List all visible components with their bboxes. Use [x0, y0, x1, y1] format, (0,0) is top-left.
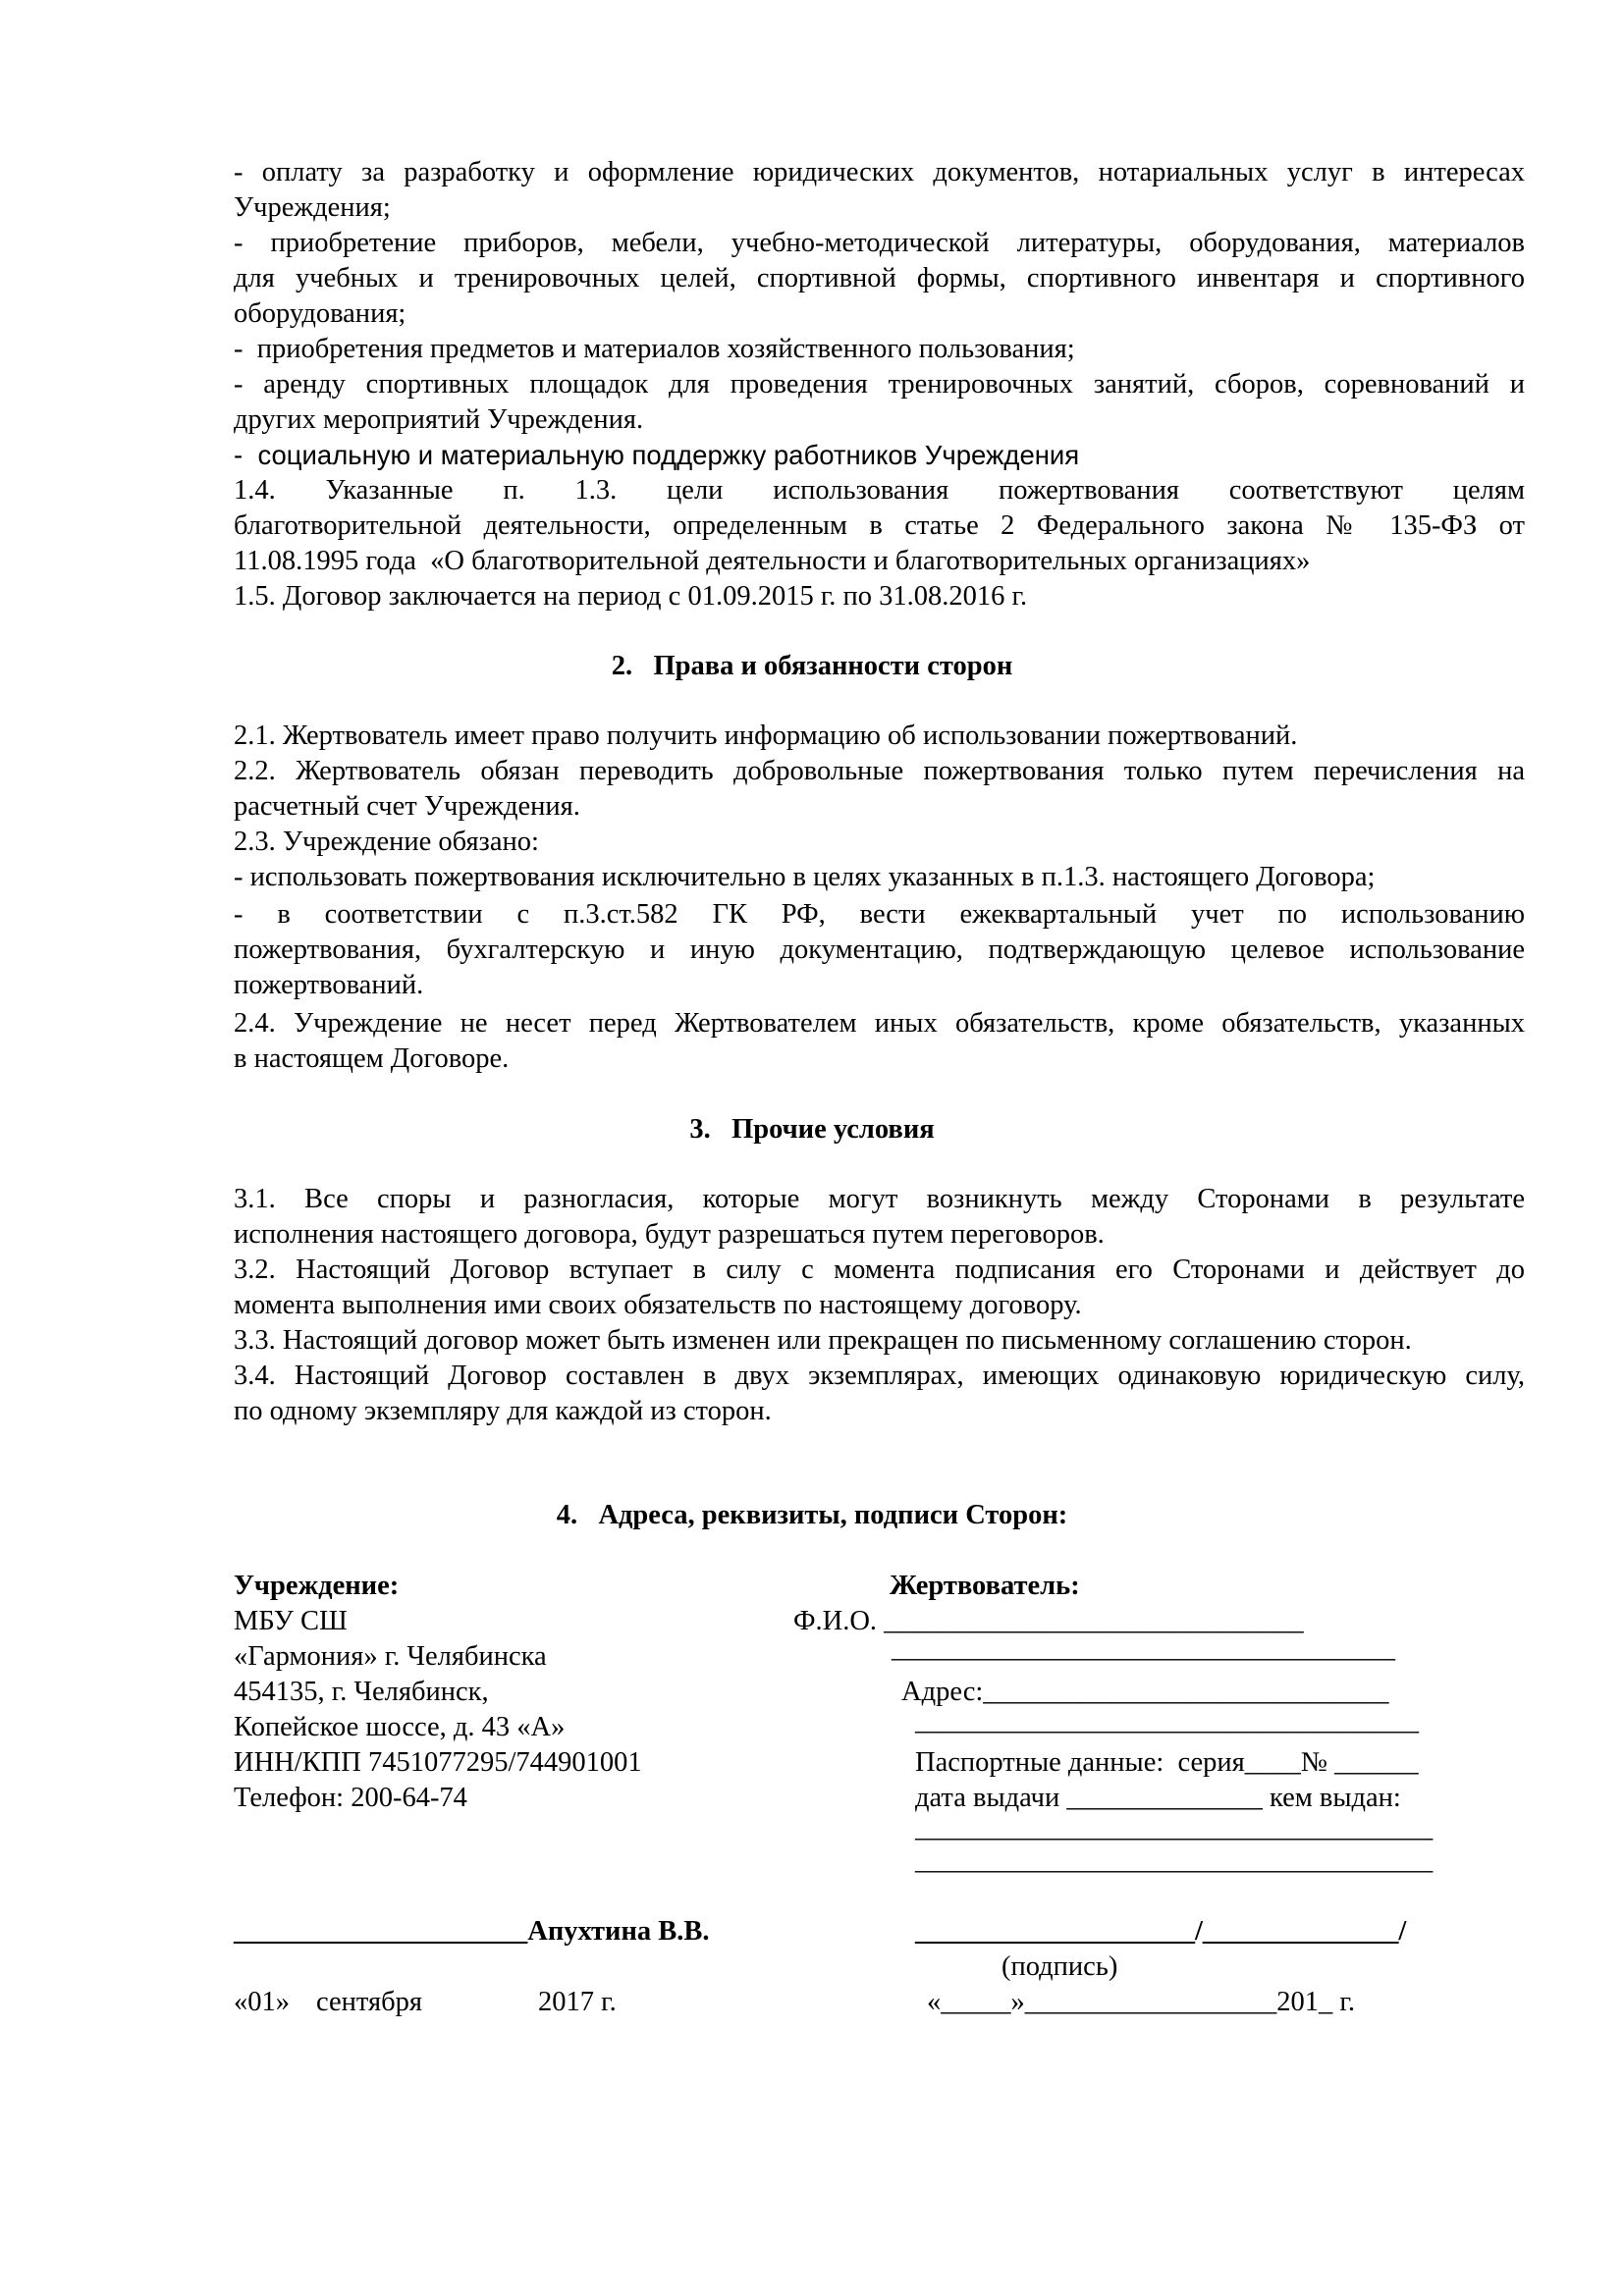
paragraph-line: других мероприятий Учреждения. [234, 404, 644, 435]
donor-fio-line: ____________________________________ [892, 1633, 1395, 1664]
paragraph-line: 2.4. Учреждение не несет перед Жертвователем иных обязательств, кроме обязательств, указанных [234, 1008, 1525, 1039]
donor-title: Жертвователь: [890, 1571, 1080, 1601]
paragraph-line: - оплату за разработку и оформление юридических документов, нотариальных услуг в интересах [234, 157, 1525, 187]
paragraph-line: 3.3. Настоящий договор может быть изменен или прекращен по письменному соглашению сторон. [234, 1325, 1412, 1356]
donor-address: Адрес:_____________________________ [901, 1677, 1389, 1707]
signature-caption: (подпись) [1001, 1951, 1118, 1982]
institution-phone: Телефон: 200-64-74 [234, 1783, 467, 1813]
paragraph-line: 1.5. Договор заключается на период с 01.09.2015 г. по 31.08.2016 г. [234, 581, 1028, 612]
paragraph-line: пожертвований. [234, 970, 424, 1000]
donor-date: «_____»__________________201_ г. [927, 1987, 1355, 2017]
paragraph-line: расчетный счет Учреждения. [234, 791, 580, 822]
paragraph-line: Учреждения; [234, 192, 391, 223]
paragraph-line: пожертвования, бухгалтерскую и иную документацию, подтверждающую целевое использование [234, 934, 1525, 965]
paragraph-line: для учебных и тренировочных целей, спортивной формы, спортивного инвентаря и спортивного [234, 263, 1525, 294]
paragraph-line: момента выполнения ими своих обязательств по настоящему договору. [234, 1290, 1082, 1320]
institution-name: «Гармония» г. Челябинска [234, 1641, 547, 1672]
paragraph-line: исполнения настоящего договора, будут разрешаться путем переговоров. [234, 1219, 1105, 1250]
paragraph-line: - приобретения предметов и материалов хозяйственного пользования; [234, 334, 1075, 364]
donor-issued-line: _____________________________________ [915, 1845, 1434, 1876]
institution-date-day: «01» [234, 1987, 290, 2017]
paragraph-line: 11.08.1995 года «О благотворительной деятельности и благотворительных организациях» [234, 546, 1311, 576]
donor-issued: дата выдачи ______________ кем выдан: [915, 1783, 1401, 1813]
signature-line: _____________________ [234, 1916, 528, 1947]
paragraph-line: 2.3. Учреждение обязано: [234, 827, 539, 857]
paragraph-line: 3.4. Настоящий Договор составлен в двух экземплярах, имеющих одинаковую юридическую силу, [234, 1361, 1525, 1391]
donor-fio: Ф.И.О. ______________________________ [793, 1606, 1304, 1636]
paragraph-line: - аренду спортивных площадок для проведения тренировочных занятий, сборов, соревнований и [234, 369, 1525, 400]
paragraph-line: в настоящем Договоре. [234, 1043, 510, 1074]
institution-signature-line [234, 1914, 710, 1949]
section-heading: 2. Права и обязанности сторон [611, 651, 1013, 681]
paragraph-line: - в соответствии с п.3.ст.582 ГК РФ, вести ежеквартальный учет по использованию [234, 899, 1525, 930]
paragraph-line: оборудования; [234, 298, 406, 329]
institution-date-month: сентября [316, 1987, 422, 2017]
paragraph-line: - социальную и материальную поддержку работников Учреждения [234, 440, 1080, 470]
paragraph-line: 3.1. Все споры и разногласия, которые могут возникнуть между Сторонами в результате [234, 1184, 1525, 1214]
paragraph-line: 2.2. Жертвователь обязан переводить добровольные пожертвования только путем перечисления на [234, 756, 1525, 786]
section-heading: 4. Адреса, реквизиты, подписи Сторон: [556, 1500, 1068, 1530]
donor-signature-line: ____________________/______________/ [915, 1916, 1407, 1947]
paragraph-line: 3.2. Настоящий Договор вступает в силу с момента подписания его Сторонами и действует до [234, 1255, 1525, 1285]
paragraph-line: 1.4. Указанные п. 1.3. цели использования пожертвования соответствуют целям [234, 475, 1525, 506]
institution-address: Копейское шоссе, д. 43 «А» [234, 1712, 566, 1742]
paragraph-line: - приобретение приборов, мебели, учебно-методической литературы, оборудования, материалов [234, 228, 1525, 258]
institution-inn: ИНН/КПП 7451077295/744901001 [234, 1747, 642, 1778]
donor-passport: Паспортные данные: серия____№ ______ [915, 1747, 1419, 1778]
institution-address: 454135, г. Челябинск, [234, 1677, 489, 1707]
paragraph-line: - использовать пожертвования исключительно в целях указанных в п.1.3. настоящего Договора; [234, 862, 1376, 892]
signer-name: Апухтина В.В. [527, 1916, 710, 1947]
paragraph-line: благотворительной деятельности, определенным в статье 2 Федерального закона № 135-ФЗ от [234, 510, 1525, 541]
paragraph-line: 2.1. Жертвователь имеет право получить информацию об использовании пожертвований. [234, 721, 1298, 751]
section-heading: 3. Прочие условия [689, 1114, 935, 1145]
institution-date-year: 2017 г. [538, 1987, 617, 2017]
paragraph-line: по одному экземпляру для каждой из сторон. [234, 1396, 772, 1426]
donor-address-line: ____________________________________ [915, 1706, 1419, 1736]
institution-title: Учреждение: [234, 1571, 400, 1601]
institution-name: МБУ СШ [234, 1606, 348, 1636]
donor-issued-line: _____________________________________ [915, 1813, 1434, 1843]
